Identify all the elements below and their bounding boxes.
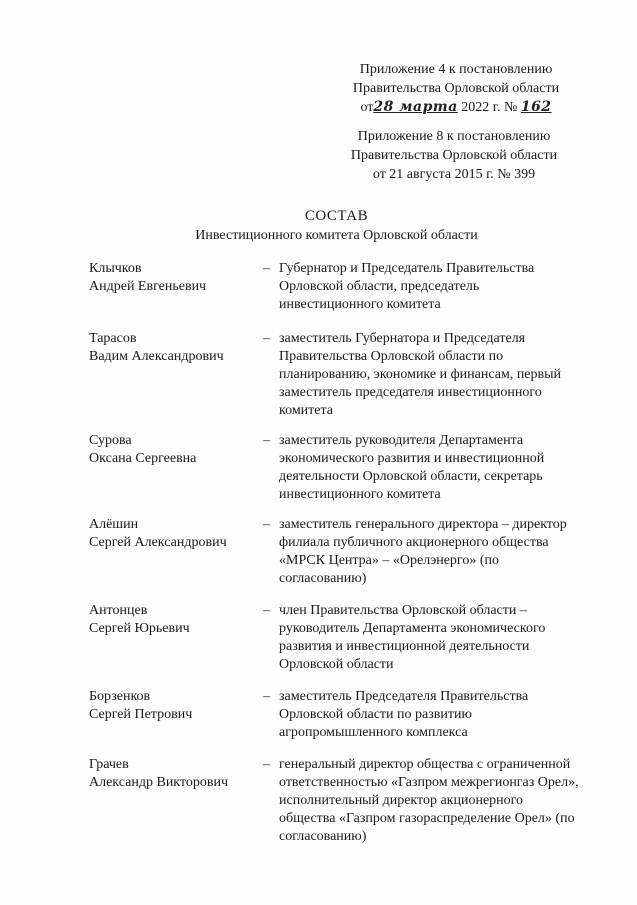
- appendix-line-2: Правительства Орловской области: [352, 81, 560, 96]
- member-given-names: Сергей Петрович: [89, 707, 193, 722]
- member-dash: –: [263, 261, 270, 276]
- handwritten-date: 28 марта: [373, 99, 458, 115]
- document-subtitle: Инвестиционного комитета Орловской области: [195, 228, 478, 243]
- document-title-block: [0, 207, 637, 245]
- member-given-names: Сергей Александрович: [89, 535, 227, 550]
- document-title: СОСТАВ: [304, 208, 369, 224]
- date-year: 2022 г. №: [461, 100, 518, 115]
- member-dash: –: [263, 331, 270, 346]
- member-name: [89, 756, 259, 792]
- member-given-names: Сергей Юрьевич: [89, 621, 190, 636]
- member-role: заместитель Председателя Правительства Орловской области по развитию агропромышленного комплекса: [279, 689, 529, 740]
- member-name: [89, 330, 259, 366]
- member-role: Губернатор и Председатель Правительства Орловской области, председатель инвестиционного комитета: [279, 261, 535, 312]
- appendix-date-line: [345, 98, 567, 117]
- member-role: генеральный директор общества с ограниченной ответственностью «Газпром межрегионгаз Орел», исполнительный директор акционерного общества «Газпром газораспределение Орел» (по согласованию): [279, 757, 579, 844]
- member-dash: –: [263, 433, 270, 448]
- member-given-names: Андрей Евгеньевич: [89, 279, 207, 294]
- member-role: заместитель Губернатора и Председателя Правительства Орловской области по планированию, экономике и финансам, первый заместитель председателя инвестиционного комитета: [279, 331, 562, 418]
- appendix-original-header: [340, 127, 568, 184]
- appendix-original-line-1: Приложение 8 к постановлению: [357, 129, 551, 144]
- member-name: [89, 516, 259, 552]
- member-given-names: Александр Викторович: [89, 775, 229, 790]
- member-surname: Борзенков: [89, 689, 151, 704]
- member-dash: –: [263, 603, 270, 618]
- member-given-names: Оксана Сергеевна: [89, 451, 197, 466]
- member-surname: Грачев: [89, 757, 129, 772]
- appendix-original-line-3: от 21 августа 2015 г. № 399: [372, 167, 536, 182]
- date-prefix: от: [360, 100, 374, 115]
- member-given-names: Вадим Александрович: [89, 349, 224, 364]
- member-surname: Сурова: [89, 433, 132, 448]
- appendix-line-1: Приложение 4 к постановлению: [359, 62, 553, 77]
- member-name: [89, 260, 259, 296]
- member-role: член Правительства Орловской области – руководитель Департамента экономического развития и инвестиционной деятельности Орловской области: [279, 603, 546, 672]
- member-name: [89, 432, 259, 468]
- member-surname: Алёшин: [89, 517, 139, 532]
- member-role: заместитель генерального директора – директор филиала публичного акционерного общества «МРСК Центра» – «Орелэнерго» (по согласованию): [279, 517, 567, 586]
- appendix-current-header: [345, 60, 567, 117]
- member-surname: Клычков: [89, 261, 142, 276]
- appendix-original-line-2: Правительства Орловской области: [350, 148, 558, 163]
- member-dash: –: [263, 517, 270, 532]
- member-dash: –: [263, 689, 270, 704]
- member-surname: Антонцев: [89, 603, 148, 618]
- member-name: [89, 688, 259, 724]
- member-dash: –: [263, 757, 270, 772]
- member-surname: Тарасов: [89, 331, 137, 346]
- member-role: заместитель руководителя Департамента экономического развития и инвестиционной деятельности Орловской области, секретарь инвестиционного комитета: [279, 433, 545, 502]
- handwritten-number: 162: [520, 99, 552, 115]
- member-name: [89, 602, 259, 638]
